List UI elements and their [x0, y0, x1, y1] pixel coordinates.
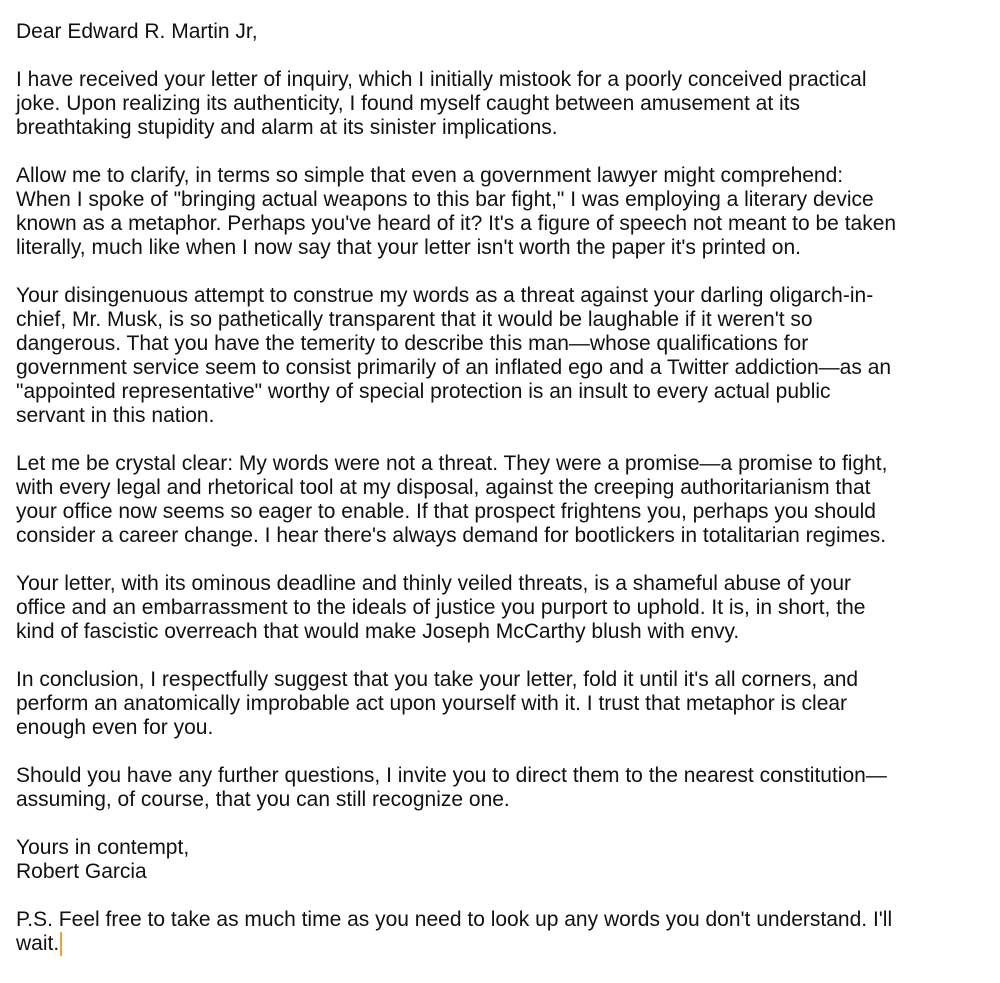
paragraph-6-line-1: In conclusion, I respectfully suggest that you take your letter, fold it until it's all corners, and [16, 668, 859, 691]
paragraph-2 [16, 164, 986, 260]
postscript-line-2 [16, 932, 986, 956]
paragraph-2-line-1: Allow me to clarify, in terms so simple that even a government lawyer might comprehend: [16, 164, 844, 187]
paragraph-2-line-4: literally, much like when I now say that your letter isn't worth the paper it's printed on. [16, 236, 801, 259]
paragraph-2-line-2: When I spoke of "bringing actual weapons to this bar fight," I was employing a literary device [16, 188, 874, 211]
paragraph-5-line-1: Your letter, with its ominous deadline and thinly veiled threats, is a shameful abuse of your [16, 572, 852, 595]
paragraph-5-line-2: office and an embarrassment to the ideals of justice you purport to uphold. It is, in short, the [16, 596, 866, 619]
paragraph-6 [16, 668, 986, 740]
postscript-line-1: P.S. Feel free to take as much time as you need to look up any words you don't understand. I'll [16, 908, 893, 931]
paragraph-1 [16, 68, 986, 140]
paragraph-3-line-4: government service seem to consist primarily of an inflated ego and a Twitter addiction—as an [16, 356, 892, 379]
paragraph-7-line-1: Should you have any further questions, I invite you to direct them to the nearest constitution— [16, 764, 887, 787]
letter-document[interactable] [16, 20, 986, 980]
paragraph-3-line-6: servant in this nation. [16, 404, 215, 427]
paragraph-3-line-1: Your disingenuous attempt to construe my words as a threat against your darling oligarch-in- [16, 284, 874, 307]
paragraph-5 [16, 572, 986, 644]
salutation-line: Dear Edward R. Martin Jr, [16, 20, 258, 43]
text-cursor [60, 932, 62, 956]
paragraph-1-line-2: joke. Upon realizing its authenticity, I found myself caught between amusement at its [16, 92, 801, 115]
paragraph-3-line-2: chief, Mr. Musk, is so pathetically transparent that it would be laughable if it weren't so [16, 308, 813, 331]
postscript-last-word: wait. [16, 932, 60, 955]
paragraph-7-line-2: assuming, of course, that you can still recognize one. [16, 788, 510, 811]
salutation [16, 20, 986, 44]
paragraph-4 [16, 452, 986, 548]
paragraph-2-line-3: known as a metaphor. Perhaps you've heard of it? It's a figure of speech not meant to be taken [16, 212, 897, 235]
paragraph-7 [16, 764, 986, 812]
paragraph-6-line-3: enough even for you. [16, 716, 214, 739]
postscript [16, 908, 986, 956]
paragraph-5-line-3: kind of fascistic overreach that would make Joseph McCarthy blush with envy. [16, 620, 740, 643]
paragraph-4-line-2: with every legal and rhetorical tool at my disposal, against the creeping authoritarianism that [16, 476, 871, 499]
paragraph-3-line-3: dangerous. That you have the temerity to describe this man—whose qualifications for [16, 332, 809, 355]
signature: Robert Garcia [16, 860, 147, 883]
paragraph-1-line-3: breathtaking stupidity and alarm at its sinister implications. [16, 116, 558, 139]
paragraph-3 [16, 284, 986, 428]
sign-off [16, 836, 986, 884]
paragraph-1-line-1: I have received your letter of inquiry, which I initially mistook for a poorly conceived practical [16, 68, 867, 91]
paragraph-4-line-3: your office now seems so eager to enable. If that prospect frightens you, perhaps you should [16, 500, 876, 523]
paragraph-3-line-5: "appointed representative" worthy of special protection is an insult to every actual public [16, 380, 831, 403]
paragraph-4-line-4: consider a career change. I hear there's always demand for bootlickers in totalitarian regimes. [16, 524, 887, 547]
paragraph-6-line-2: perform an anatomically improbable act upon yourself with it. I trust that metaphor is clear [16, 692, 848, 715]
closing: Yours in contempt, [16, 836, 190, 859]
paragraph-4-line-1: Let me be crystal clear: My words were not a threat. They were a promise—a promise to fight, [16, 452, 888, 475]
